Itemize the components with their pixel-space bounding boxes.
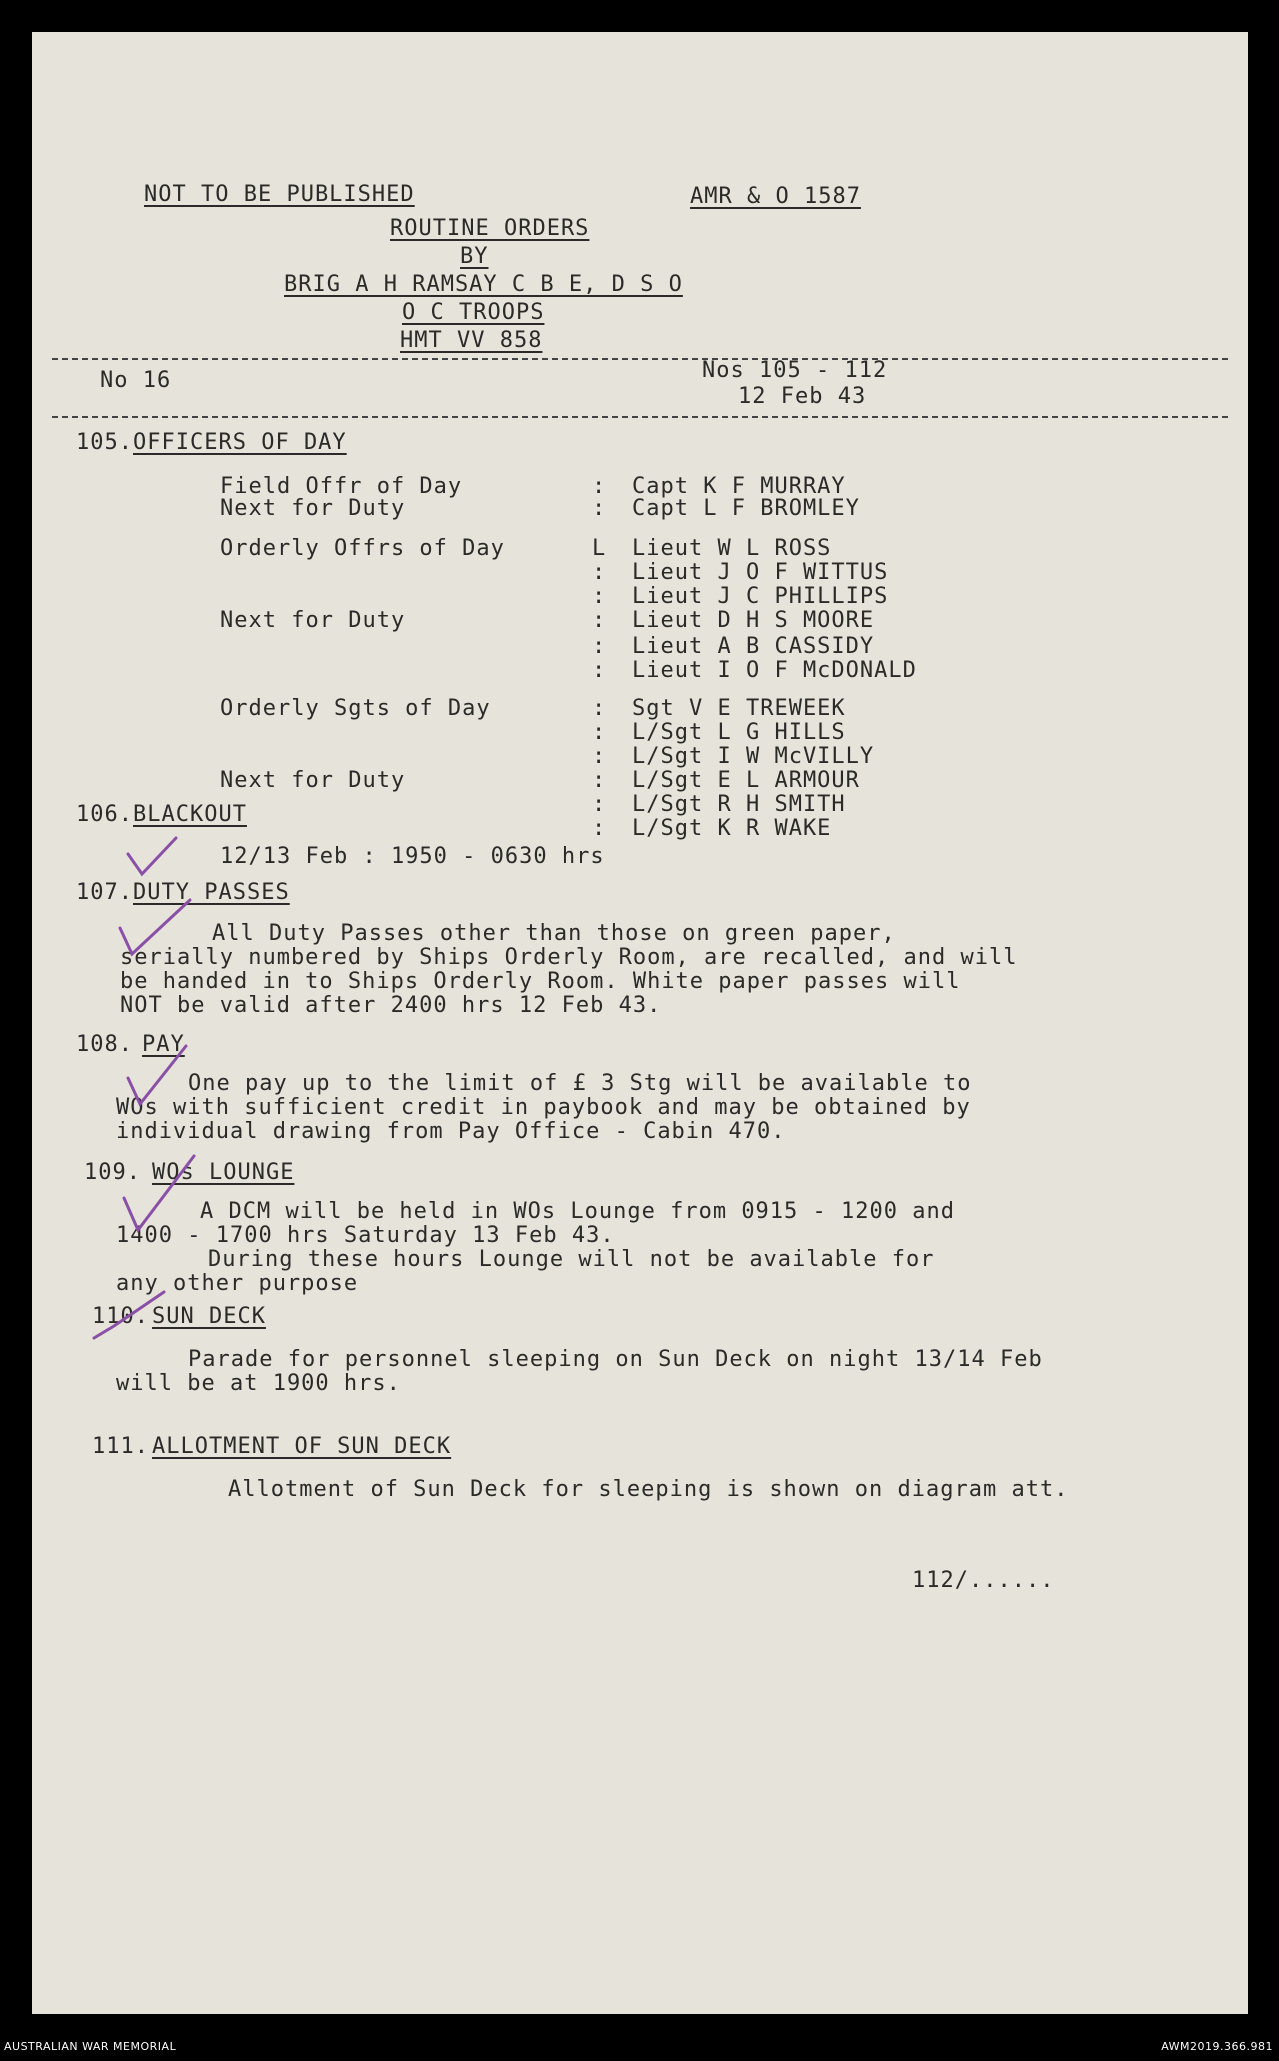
section-number: 107. bbox=[76, 880, 133, 905]
paragraph-line: NOT be valid after 2400 hrs 12 Feb 43. bbox=[120, 993, 662, 1018]
continuation-marker: 112/...... bbox=[912, 1568, 1055, 1593]
paragraph-line: All Duty Passes other than those on green paper, bbox=[212, 921, 896, 946]
roster-separator: L bbox=[592, 536, 607, 561]
checkmark-icon bbox=[118, 1150, 198, 1240]
checkmark-icon bbox=[114, 894, 194, 964]
section-number: 105. bbox=[76, 430, 133, 455]
roster-separator: : bbox=[592, 496, 607, 521]
roster-separator: : bbox=[592, 768, 607, 793]
archive-footer-right: AWM2019.366.981 bbox=[1161, 2040, 1273, 2053]
roster-separator: : bbox=[592, 560, 607, 585]
roster-name: Lieut D H S MOORE bbox=[632, 608, 875, 633]
roster-role: Next for Duty bbox=[220, 496, 406, 521]
section-heading: PAY bbox=[142, 1032, 185, 1057]
blackout-times: 12/13 Feb : 1950 - 0630 hrs bbox=[220, 844, 605, 869]
roster-name: Lieut J O F WITTUS bbox=[632, 560, 889, 585]
section-heading: SUN DECK bbox=[152, 1304, 266, 1329]
title-line-2: BY bbox=[460, 244, 489, 269]
section-heading: OFFICERS OF DAY bbox=[133, 430, 347, 455]
paragraph-line: will be at 1900 hrs. bbox=[116, 1371, 401, 1396]
section-heading: ALLOTMENT OF SUN DECK bbox=[152, 1434, 452, 1459]
section-heading: DUTY PASSES bbox=[133, 880, 290, 905]
section-number: 108. bbox=[76, 1032, 133, 1057]
publication-restriction: NOT TO BE PUBLISHED bbox=[144, 182, 415, 207]
roster-name: Lieut J C PHILLIPS bbox=[632, 584, 889, 609]
paragraph-line: individual drawing from Pay Office - Cabin 470. bbox=[116, 1119, 786, 1144]
paragraph-line: any other purpose bbox=[116, 1271, 359, 1296]
roster-separator: : bbox=[592, 658, 607, 683]
section-number: 110. bbox=[92, 1304, 149, 1329]
paragraph-line: A DCM will be held in WOs Lounge from 0915 - 1200 and bbox=[200, 1199, 955, 1224]
paragraph-line: During these hours Lounge will not be available for bbox=[208, 1247, 935, 1272]
order-number: No 16 bbox=[100, 368, 172, 393]
roster-name: Sgt V E TREWEEK bbox=[632, 696, 846, 721]
roster-role: Next for Duty bbox=[220, 768, 406, 793]
roster-separator: : bbox=[592, 744, 607, 769]
roster-separator: : bbox=[592, 634, 607, 659]
section-number: 106. bbox=[76, 802, 133, 827]
roster-name: Lieut A B CASSIDY bbox=[632, 634, 875, 659]
roster-role: Field Offr of Day bbox=[220, 474, 463, 499]
paragraph-line: Parade for personnel sleeping on Sun Deck on night 13/14 Feb bbox=[188, 1347, 1043, 1372]
roster-separator: : bbox=[592, 608, 607, 633]
title-line-4: O C TROOPS bbox=[402, 300, 545, 325]
roster-name: L/Sgt R H SMITH bbox=[632, 792, 846, 817]
rule-top bbox=[52, 358, 1228, 360]
rule-bottom bbox=[52, 416, 1228, 418]
roster-separator: : bbox=[592, 816, 607, 841]
roster-name: L/Sgt K R WAKE bbox=[632, 816, 832, 841]
paragraph-line: WOs with sufficient credit in paybook and may be obtained by bbox=[116, 1095, 971, 1120]
title-line-5: HMT VV 858 bbox=[400, 328, 543, 353]
roster-name: Lieut W L ROSS bbox=[632, 536, 832, 561]
document-reference: AMR & O 1587 bbox=[690, 184, 861, 209]
roster-separator: : bbox=[592, 474, 607, 499]
roster-separator: : bbox=[592, 720, 607, 745]
paragraph-line: One pay up to the limit of £ 3 Stg will be available to bbox=[188, 1071, 972, 1096]
paragraph-line: serially numbered by Ships Orderly Room, are recalled, and will bbox=[120, 945, 1018, 970]
section-number: 109. bbox=[84, 1160, 141, 1185]
roster-name: L/Sgt I W McVILLY bbox=[632, 744, 875, 769]
document-page bbox=[32, 32, 1248, 2014]
order-range: Nos 105 - 112 bbox=[702, 358, 888, 383]
checkmark-icon bbox=[122, 832, 182, 882]
roster-separator: : bbox=[592, 696, 607, 721]
paragraph-line: 1400 - 1700 hrs Saturday 13 Feb 43. bbox=[116, 1223, 615, 1248]
checkmark-icon bbox=[122, 1042, 192, 1112]
roster-separator: : bbox=[592, 792, 607, 817]
roster-name: L/Sgt E L ARMOUR bbox=[632, 768, 860, 793]
order-date: 12 Feb 43 bbox=[738, 384, 867, 409]
roster-role: Next for Duty bbox=[220, 608, 406, 633]
title-line-1: ROUTINE ORDERS bbox=[390, 216, 590, 241]
section-number: 111. bbox=[92, 1434, 149, 1459]
roster-name: Capt K F MURRAY bbox=[632, 474, 846, 499]
roster-name: L/Sgt L G HILLS bbox=[632, 720, 846, 745]
title-line-3: BRIG A H RAMSAY C B E, D S O bbox=[284, 272, 683, 297]
archive-footer-left: AUSTRALIAN WAR MEMORIAL bbox=[4, 2040, 177, 2053]
roster-name: Lieut I O F McDONALD bbox=[632, 658, 917, 683]
roster-name: Capt L F BROMLEY bbox=[632, 496, 860, 521]
roster-role: Orderly Sgts of Day bbox=[220, 696, 491, 721]
roster-separator: : bbox=[592, 584, 607, 609]
roster-role: Orderly Offrs of Day bbox=[220, 536, 505, 561]
section-heading: BLACKOUT bbox=[133, 802, 247, 827]
paragraph-line: Allotment of Sun Deck for sleeping is shown on diagram att. bbox=[228, 1477, 1069, 1502]
checkmark-icon bbox=[88, 1286, 168, 1356]
section-heading: WOs LOUNGE bbox=[152, 1160, 295, 1185]
paragraph-line: be handed in to Ships Orderly Room. White paper passes will bbox=[120, 969, 961, 994]
